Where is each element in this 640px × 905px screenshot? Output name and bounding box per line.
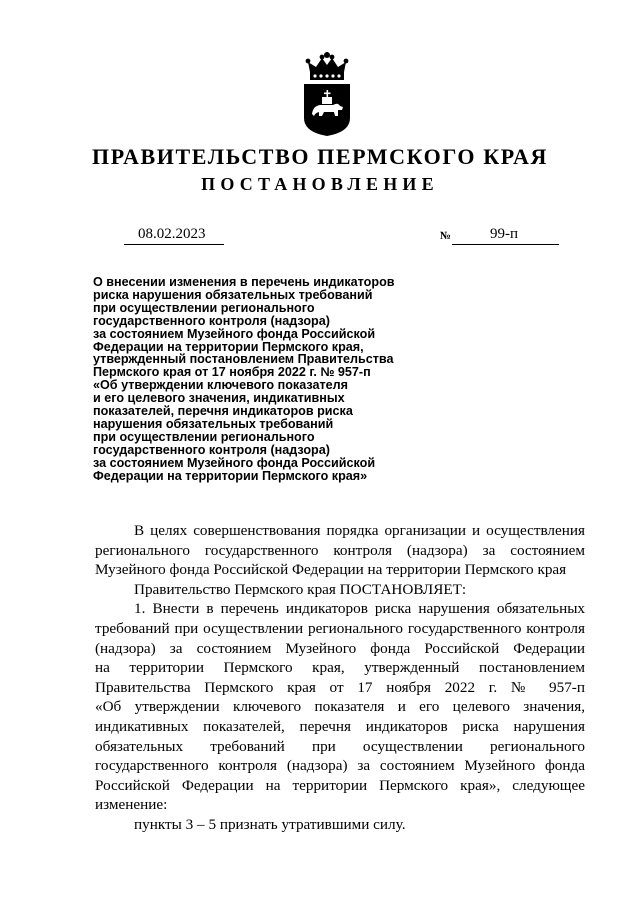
document-body [95, 521, 585, 835]
subject-line: утвержденный постановлением Правительства [93, 352, 394, 367]
body-line: Музейного фонда Российской Федерации на территории Пермского края [95, 561, 567, 579]
subject-line: Федерации на территории Пермского края, [93, 339, 364, 354]
body-line: обязательных требований при осуществлении регионального [95, 737, 585, 755]
subject-line: при осуществлении регионального [93, 300, 315, 315]
number-sign: № [440, 230, 452, 242]
subject-line: за состоянием Музейного фонда Российской [93, 326, 376, 341]
body-line: на территории Пермского края, утвержденный постановлением [95, 659, 585, 677]
body-line: Правительства Пермского края от 17 ноября 2022 г. № 957-п [95, 678, 585, 696]
document-date: 08.02.2023 [124, 224, 224, 245]
body-line: регионального государственного контроля (надзора) за состоянием [95, 541, 585, 559]
body-line: В целях совершенствования порядка организации и осуществления [134, 522, 585, 539]
subject-line: показателей, перечня индикаторов риска [93, 404, 353, 419]
body-line: государственного контроля (надзора) за состоянием Музейного фонда [95, 757, 585, 775]
subject-line: за состоянием Музейного фонда Российской [93, 455, 376, 470]
document-type: ПОСТАНОВЛЕНИЕ [201, 174, 439, 194]
subject-line: О внесении изменения в перечень индикаторов [93, 275, 395, 289]
body-line: 1. Внести в перечень индикаторов риска нарушения обязательных [134, 600, 585, 618]
subject-line: при осуществлении регионального [93, 429, 315, 444]
body-line: требований при осуществлении регионального государственного контроля [95, 619, 585, 637]
government-title: ПРАВИТЕЛЬСТВО ПЕРМСКОГО КРАЯ [92, 144, 548, 169]
subject-line: нарушения обязательных требований [93, 416, 334, 431]
body-line: (надзора) за состоянием Музейного фонда Российской Федерации [95, 639, 585, 657]
subject-line: риска нарушения обязательных требований [93, 287, 373, 302]
subject-line: «Об утверждении ключевого показателя [93, 378, 348, 393]
body-line: Российской Федерации на территории Пермского края», следующее [95, 776, 585, 794]
subject-line: и его целевого значения, индикативных [93, 391, 345, 406]
subject-line: государственного контроля (надзора) [93, 313, 330, 328]
document-subject [93, 276, 433, 483]
subject-line: государственного контроля (надзора) [93, 442, 330, 457]
body-line: Правительство Пермского края ПОСТАНОВЛЯЕТ: [134, 580, 467, 598]
subject-line: Федерации на территории Пермского края» [93, 468, 368, 483]
document-number: 99-п [452, 224, 559, 245]
body-line: «Об утверждении ключевого показателя и его целевого значения, [95, 698, 585, 716]
body-line: изменение: [95, 796, 168, 814]
perm-krai-coat-of-arms-icon [300, 52, 354, 136]
subject-line: Пермского края от 17 ноября 2022 г. № 957-п [93, 365, 371, 380]
body-line: индикативных показателей, перечня индикаторов риска нарушения [95, 717, 585, 735]
body-line: пункты 3 – 5 признать утратившими силу. [134, 815, 406, 833]
